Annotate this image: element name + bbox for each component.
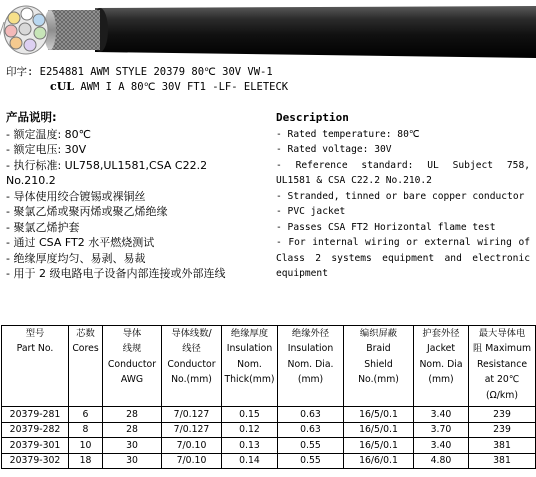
cell-max-resistance: 381 [469, 438, 536, 454]
cable-illustration [0, 0, 536, 62]
cell-max-resistance: 239 [469, 407, 536, 423]
spec-table [1, 325, 536, 469]
cell-part-no: 20379-282 [2, 422, 69, 438]
cell-part-no: 20379-281 [2, 407, 69, 423]
header-conductor-awg: 导体 线规 Conductor AWG [103, 326, 162, 407]
cn-item: - 通过 CSA FT2 水平燃烧测试 [6, 236, 155, 249]
header-insulation-dia: 绝缘外径 Insulation Nom. Dia. (mm) [278, 326, 344, 407]
marking-text-1: E254881 AWM STYLE 20379 80℃ 30V VW-1 [39, 66, 273, 78]
cell-cores: 18 [69, 453, 103, 469]
cell-max-resistance: 239 [469, 422, 536, 438]
cell-insulation-dia: 0.63 [278, 422, 344, 438]
en-heading: Description [276, 111, 349, 124]
marking-text-2: AWM I A 80℃ 30V FT1 -LF- ELETECK [80, 81, 289, 93]
en-item: - Reference standard: UL Subject 758, UL1581 & CSA C22.2 No.210.2 [276, 159, 530, 186]
en-item: - Passes CSA FT2 Horizontal flame test [276, 221, 496, 233]
cell-jacket-dia: 3.40 [414, 407, 469, 423]
cul-logo-icon: cUL [50, 80, 75, 93]
en-item: - Stranded, tinned or bare copper conductor [276, 190, 525, 202]
cn-item: - 绝缘厚度均匀、易剥、易裁 [6, 251, 146, 265]
en-description [276, 110, 530, 282]
cell-awg: 30 [103, 438, 162, 454]
cn-heading: 产品说明: [6, 110, 57, 124]
header-cores: 芯数 Cores [69, 326, 103, 407]
cell-insulation-thick: 0.15 [222, 407, 278, 423]
header-insulation-thick: 绝缘厚度 Insulation Nom. Thick(mm) [222, 326, 278, 407]
cell-awg: 30 [103, 453, 162, 469]
cell-cores: 10 [69, 438, 103, 454]
cell-braid-shield: 16/5/0.1 [344, 438, 414, 454]
cell-awg: 28 [103, 407, 162, 423]
table-row [2, 422, 536, 438]
cell-insulation-thick: 0.14 [222, 453, 278, 469]
cable-cores [0, 6, 48, 54]
cell-braid-shield: 16/5/0.1 [344, 407, 414, 423]
cell-braid-shield: 16/6/0.1 [344, 453, 414, 469]
marking-line-2 [50, 80, 288, 93]
en-item: - PVC jacket [276, 206, 346, 217]
cn-list [6, 127, 268, 282]
cell-part-no: 20379-301 [2, 438, 69, 454]
cn-item: - 聚氯乙烯护套 [6, 220, 80, 234]
cell-insulation-dia: 0.55 [278, 453, 344, 469]
cell-max-resistance: 381 [469, 453, 536, 469]
cell-insulation-thick: 0.12 [222, 422, 278, 438]
cell-conductor-no: 7/0.10 [162, 453, 222, 469]
header-part-no: 型号 Part No. [2, 326, 69, 407]
header-conductor-no: 导体线数/ 线径 Conductor No.(mm) [162, 326, 222, 407]
table-header-row [2, 326, 536, 407]
marking-line-1 [6, 64, 273, 79]
en-item: - Rated temperature: 80℃ [276, 128, 420, 140]
cell-conductor-no: 7/0.127 [162, 422, 222, 438]
cell-insulation-dia: 0.55 [278, 438, 344, 454]
cell-jacket-dia: 4.80 [414, 453, 469, 469]
table-row [2, 438, 536, 454]
cn-description [6, 110, 268, 282]
cell-conductor-no: 7/0.127 [162, 407, 222, 423]
cell-jacket-dia: 3.70 [414, 422, 469, 438]
cn-item: - 用于 2 级电路电子设备内部连接或外部连线 [6, 267, 226, 280]
cell-insulation-thick: 0.13 [222, 438, 278, 454]
cell-jacket-dia: 3.40 [414, 438, 469, 454]
marking-prefix: 印字: [6, 66, 34, 78]
cell-awg: 28 [103, 422, 162, 438]
en-item: - For internal wiring or external wiring of Class 2 systems equipment and electronic equipment [276, 237, 530, 279]
header-max-resistance: 最大导体电 阻 Maximum Resistance at 20℃ (Ω/km) [469, 326, 536, 407]
cell-conductor-no: 7/0.10 [162, 438, 222, 454]
cn-item: - 聚氯乙烯或聚丙烯或聚乙烯绝缘 [6, 205, 168, 218]
header-jacket-dia: 护套外径 Jacket Nom. Dia (mm) [414, 326, 469, 407]
cell-braid-shield: 16/5/0.1 [344, 422, 414, 438]
table-row [2, 453, 536, 469]
cn-item: - 导体使用绞合镀锡或裸铜丝 [6, 189, 146, 203]
cell-part-no: 20379-302 [2, 453, 69, 469]
cell-cores: 6 [69, 407, 103, 423]
cn-item: - 额定电压: 30V [6, 143, 87, 156]
cn-item: - 执行标准: UL758,UL1581,CSA C22.2 No.210.2 [6, 158, 208, 187]
cn-item: - 额定温度: 80℃ [6, 127, 92, 141]
cell-cores: 8 [69, 422, 103, 438]
en-item: - Rated voltage: 30V [276, 144, 392, 155]
cell-insulation-dia: 0.63 [278, 407, 344, 423]
en-list [276, 127, 530, 282]
cable-jacket [95, 6, 536, 58]
header-braid-shield: 编织屏蔽 Braid Shield No.(mm) [344, 326, 414, 407]
table-row [2, 407, 536, 423]
